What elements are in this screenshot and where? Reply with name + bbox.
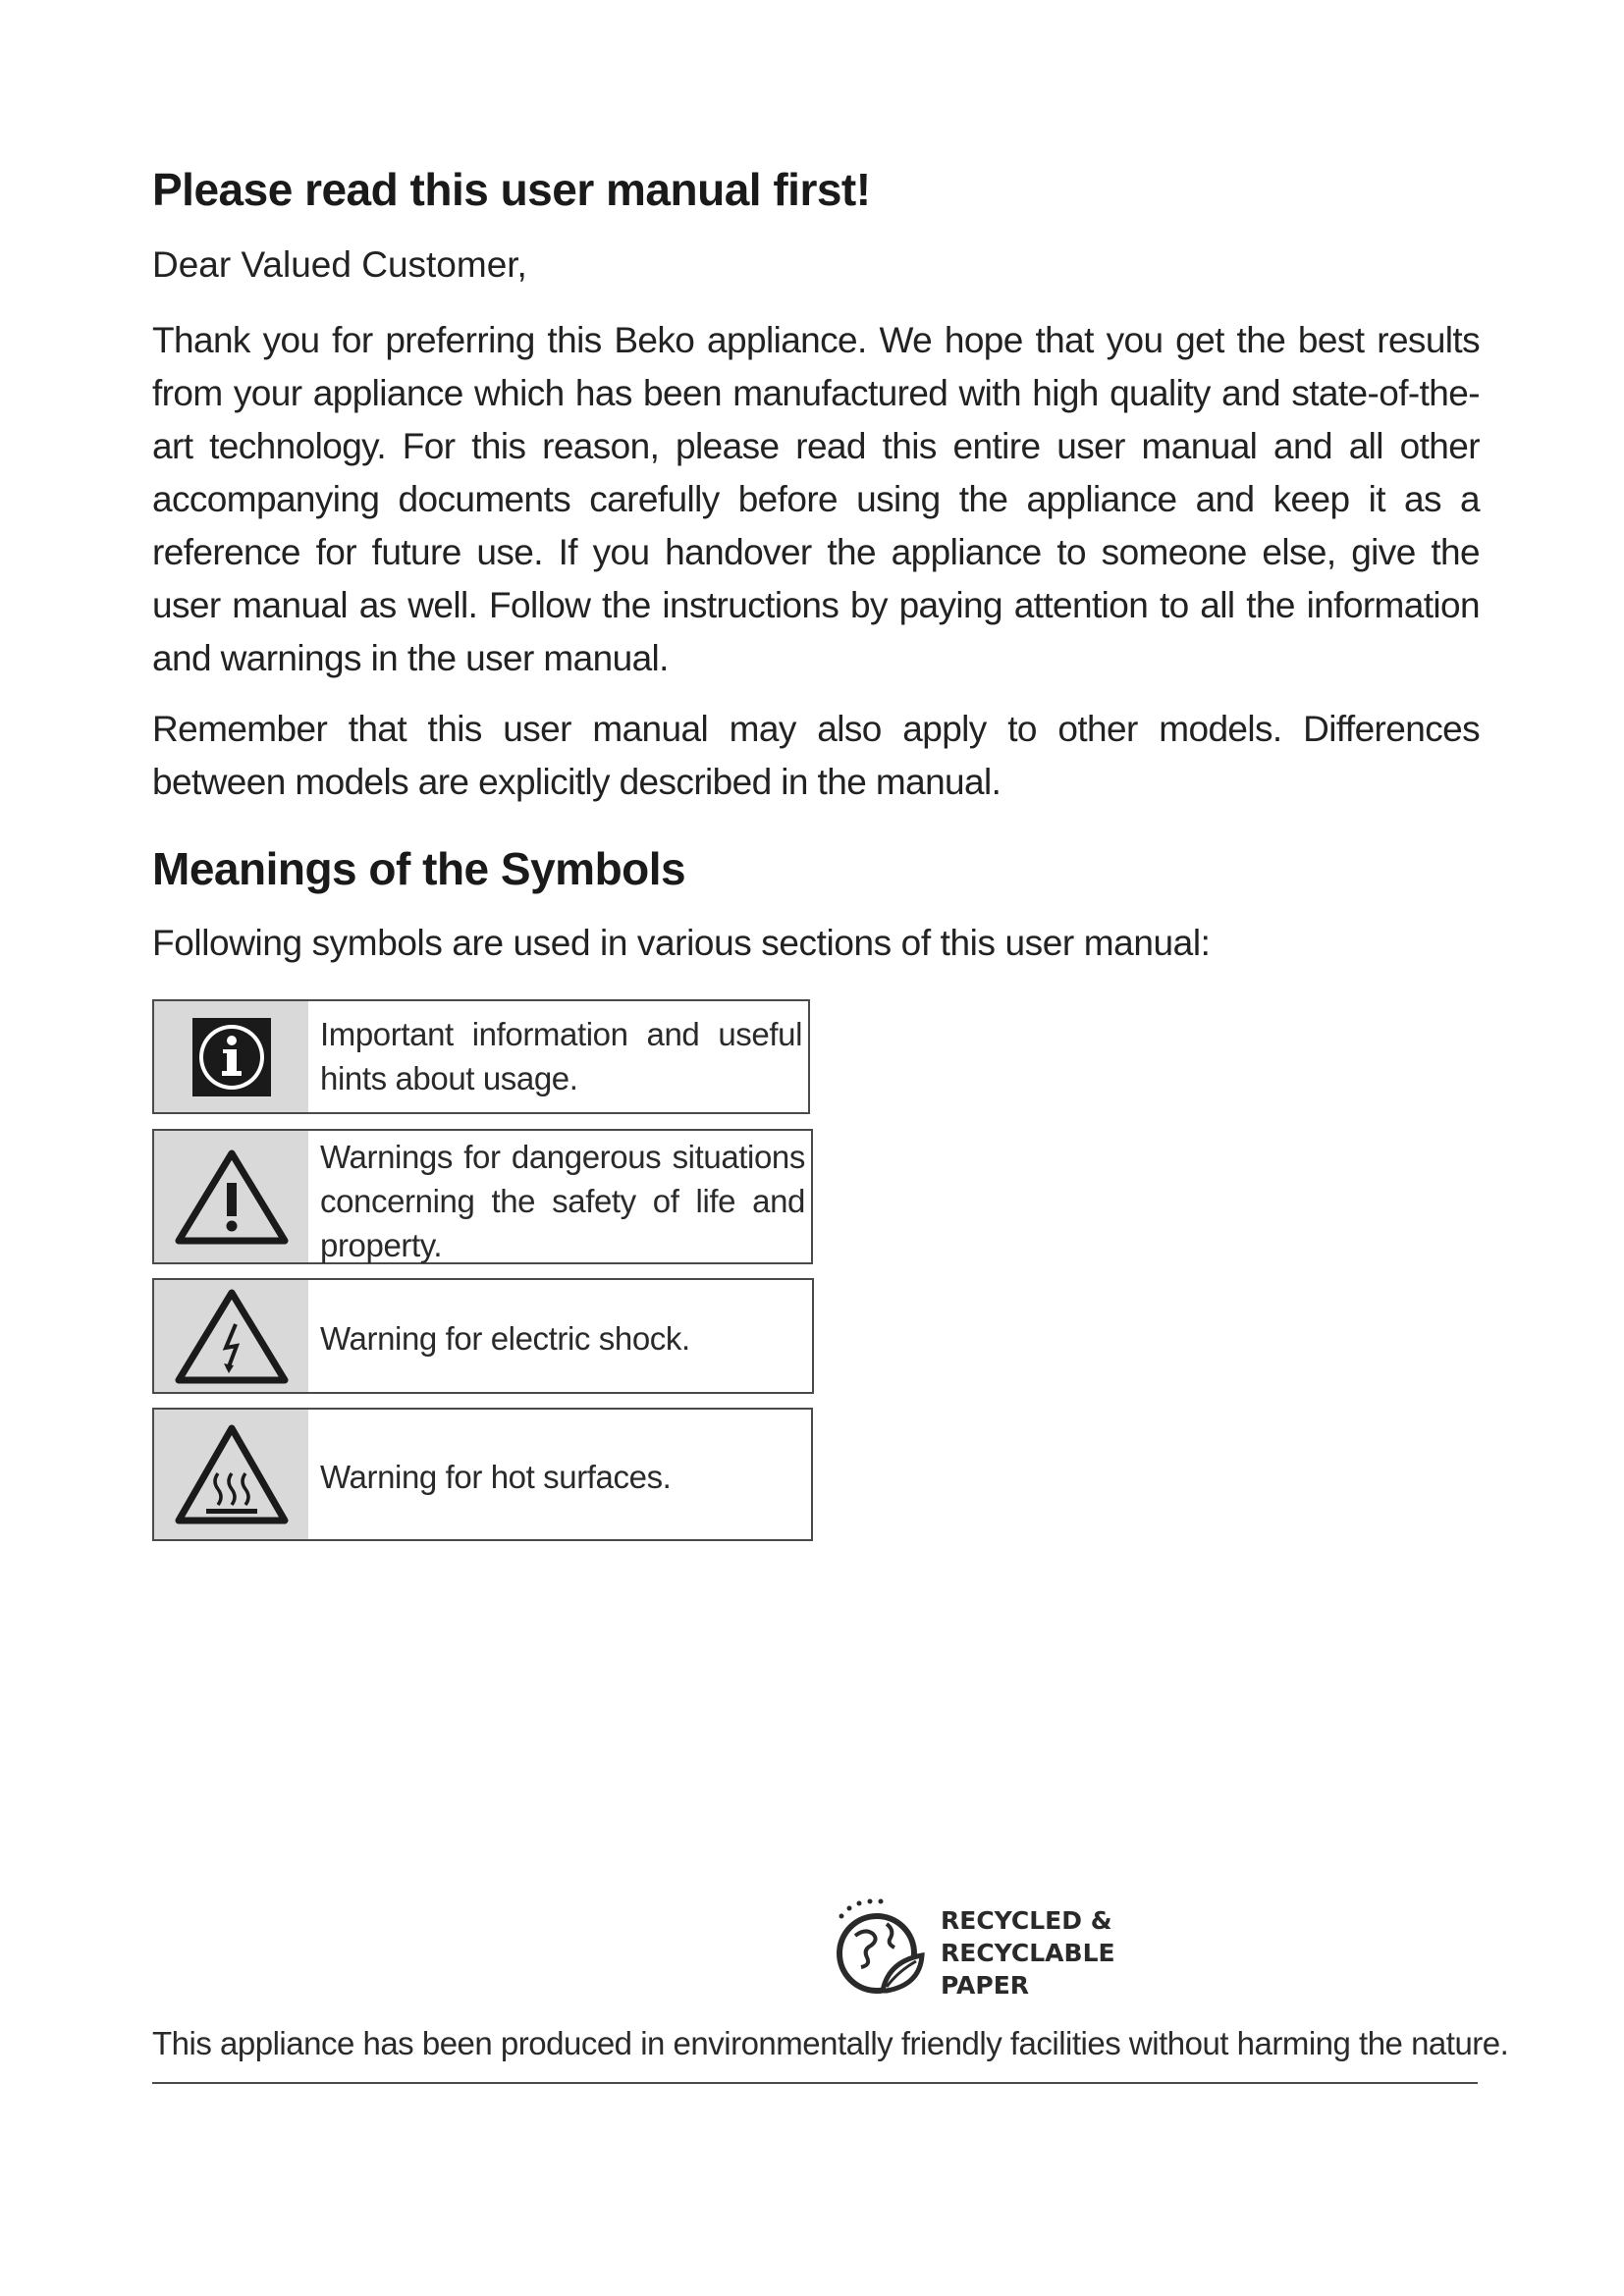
symbol-description: Important information and useful hints about usage. — [320, 1015, 802, 1096]
footer-divider — [152, 2082, 1478, 2084]
hot-surface-icon — [154, 1410, 308, 1539]
symbol-description: Warnings for dangerous situations concerning the safety of life and property. — [320, 1139, 805, 1263]
symbol-description: Warning for electric shock. — [320, 1319, 690, 1357]
symbol-row-warning — [152, 1129, 813, 1264]
warning-icon — [154, 1131, 308, 1262]
symbol-row-electric-shock — [152, 1278, 814, 1394]
intro-paragraph-2: Remember that this user manual may also apply to other models. Differences between models are explicitly described in the manual. — [152, 709, 1480, 802]
symbol-row-info — [152, 999, 810, 1114]
section-title-symbols: Meanings of the Symbols — [152, 843, 686, 894]
page-title: Please read this user manual first! — [152, 164, 871, 215]
logo-line: RECYCLABLE — [941, 1939, 1115, 1967]
electric-shock-icon — [154, 1280, 308, 1392]
recycled-paper-logo — [828, 1896, 1122, 2014]
globe-leaf-icon — [828, 1896, 931, 2009]
info-icon — [154, 1001, 308, 1112]
symbol-row-hot-surface — [152, 1408, 813, 1541]
logo-line: PAPER — [941, 1971, 1030, 2000]
intro-paragraph-1: Thank you for preferring this Beko appliance. We hope that you get the best results from your appliance which has been manufactured with high quality and state-of-the-art technology. For this reason, please read this entire user manual and all other accompanying documents carefully before using the appliance and keep it as a reference for future use. If you handover the appliance to someone else, give the user manual as well. Follow the instructions by paying attention to all the information and warnings in the user manual. — [152, 320, 1480, 678]
greeting: Dear Valued Customer, — [152, 244, 527, 285]
symbol-description: Warning for hot surfaces. — [320, 1458, 672, 1495]
logo-line: RECYCLED & — [941, 1906, 1112, 1935]
symbols-intro: Following symbols are used in various sections of this user manual: — [152, 923, 1211, 963]
logo-text — [941, 1904, 1115, 2002]
footer-note: This appliance has been produced in environmentally friendly facilities without harming the nature. — [152, 2025, 1509, 2061]
